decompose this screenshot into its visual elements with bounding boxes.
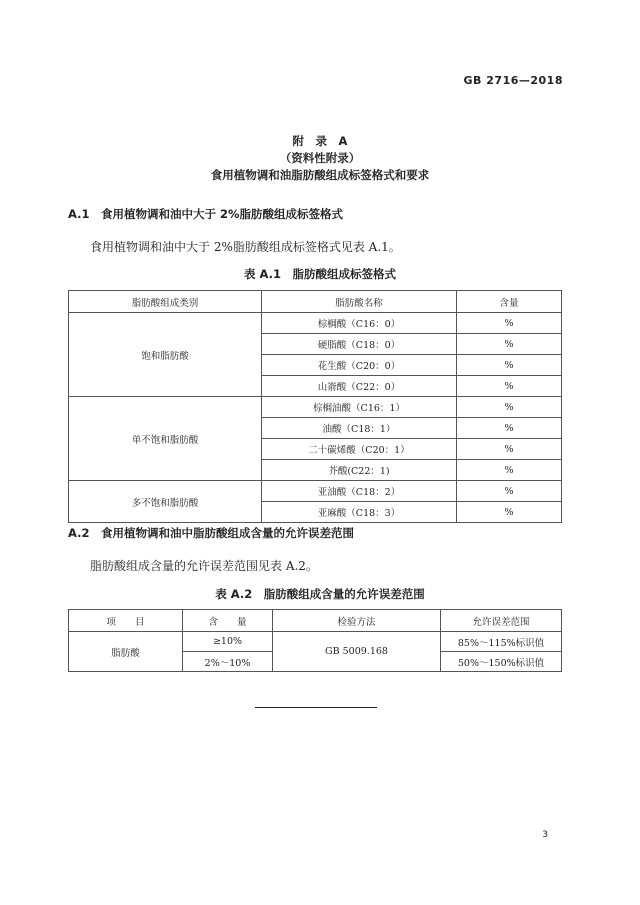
annex-subject: 食用植物调和油脂肪酸组成标签格式和要求 [210,168,430,182]
content-cell: % [457,502,562,523]
column-header-name: 脂肪酸名称 [262,291,457,313]
fatty-acid-name: 山嵛酸（C22：0） [262,376,457,397]
table-a1 [68,290,562,523]
method-cell: GB 5009.168 [273,632,441,672]
category-cell: 多不饱和脂肪酸 [69,481,262,523]
section-a2-paragraph: 脂肪酸组成含量的允许误差范围见表 A.2。 [90,559,318,573]
content-cell: % [457,313,562,334]
table-a1-caption: 表 A.1 脂肪酸组成标签格式 [244,267,396,281]
section-a1-heading: A.1 食用植物调和油中大于 2%脂肪酸组成标签格式 [68,207,344,221]
table-row [69,632,562,652]
content-cell: % [457,376,562,397]
table-a2 [68,609,562,672]
content-cell: % [457,397,562,418]
tolerance-cell: 50%～150%标识值 [441,652,562,672]
page-number: 3 [542,830,548,840]
content-cell: 2%～10% [183,652,273,672]
section-a2-heading: A.2 食用植物调和油中脂肪酸组成含量的允许误差范围 [68,526,354,540]
category-cell: 单不饱和脂肪酸 [69,397,262,481]
tolerance-cell: 85%～115%标识值 [441,632,562,652]
column-header-category: 脂肪酸组成类别 [69,291,262,313]
content-cell: ≥10% [183,632,273,652]
fatty-acid-name: 棕榈酸（C16：0） [262,313,457,334]
table-a1-header-row [69,291,562,313]
annex-title: 附 录 A [292,134,348,148]
column-header-content: 含量 [457,291,562,313]
table-a2-header-row [69,610,562,632]
column-header-tolerance: 允许误差范围 [441,610,562,632]
column-header-content: 含 量 [183,610,273,632]
fatty-acid-name: 亚油酸（C18：2） [262,481,457,502]
content-cell: % [457,460,562,481]
fatty-acid-name: 亚麻酸（C18：3） [262,502,457,523]
table-row [69,397,562,418]
annex-nature: （资料性附录） [279,151,361,165]
fatty-acid-name: 花生酸（C20：0） [262,355,457,376]
item-cell: 脂肪酸 [69,632,183,672]
column-header-method: 检验方法 [273,610,441,632]
standard-code: GB 2716—2018 [463,74,563,87]
content-cell: % [457,355,562,376]
category-cell: 饱和脂肪酸 [69,313,262,397]
fatty-acid-name: 油酸（C18：1） [262,418,457,439]
table-row [69,481,562,502]
column-header-item: 项 目 [69,610,183,632]
fatty-acid-name: 芥酸(C22：1) [262,460,457,481]
table-a2-caption: 表 A.2 脂肪酸组成含量的允许误差范围 [215,587,425,601]
fatty-acid-name: 二十碳烯酸（C20：1） [262,439,457,460]
content-cell: % [457,418,562,439]
content-cell: % [457,439,562,460]
fatty-acid-name: 硬脂酸（C18：0） [262,334,457,355]
content-cell: % [457,334,562,355]
table-row [69,313,562,334]
end-rule [255,707,377,708]
content-cell: % [457,481,562,502]
fatty-acid-name: 棕榈油酸（C16：1） [262,397,457,418]
section-a1-paragraph: 食用植物调和油中大于 2%脂肪酸组成标签格式见表 A.1。 [90,240,401,254]
